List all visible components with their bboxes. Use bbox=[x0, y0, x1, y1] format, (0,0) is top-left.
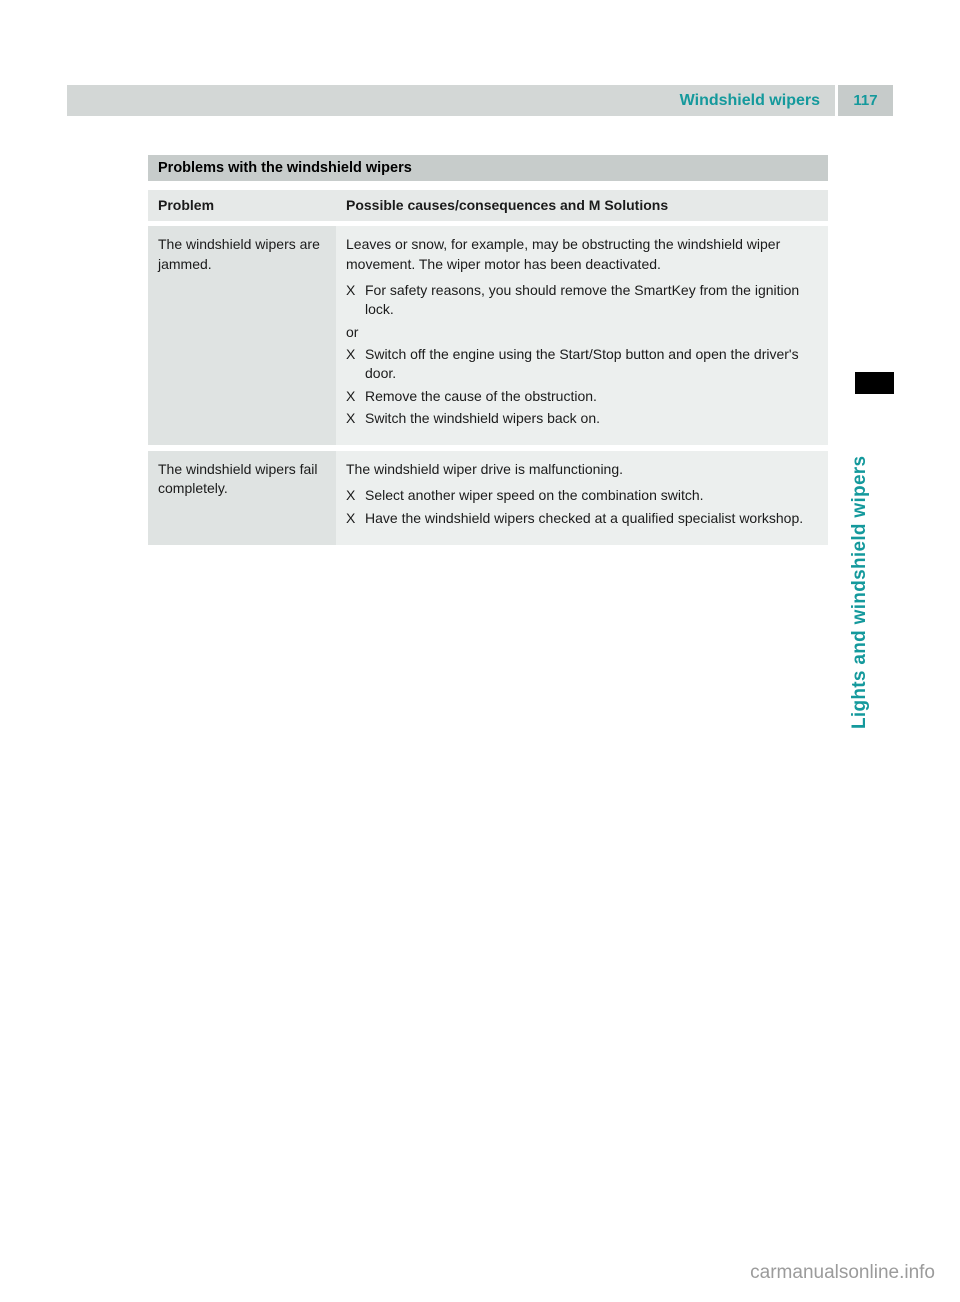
cause-text: Leaves or snow, for example, may be obstructing the windshield wiper movement. The wiper motor has been deactivated. bbox=[346, 236, 781, 272]
problem-cell: The windshield wipers are jammed. bbox=[148, 226, 336, 445]
solution-step bbox=[346, 409, 814, 428]
page-header-bar bbox=[67, 85, 835, 116]
table-row bbox=[148, 226, 828, 445]
chapter-tab-marker bbox=[855, 372, 894, 394]
solution-step bbox=[346, 281, 814, 320]
solution-cell bbox=[336, 451, 828, 545]
step-text: Remove the cause of the obstruction. bbox=[365, 387, 597, 404]
step-text: Switch off the engine using the Start/Stop button and open the driver's door. bbox=[365, 345, 799, 382]
step-text: Select another wiper speed on the combination switch. bbox=[365, 487, 704, 504]
chapter-sidebar-label: Lights and windshield wipers bbox=[849, 455, 870, 730]
table-title: Problems with the windshield wipers bbox=[148, 155, 828, 181]
step-text: Have the windshield wipers checked at a qualified specialist workshop. bbox=[365, 509, 804, 526]
solution-cell bbox=[336, 226, 828, 445]
solutions-arrow-icon: M bbox=[588, 197, 601, 213]
column-header-problem: Problem bbox=[148, 190, 336, 221]
step-arrow-icon: X bbox=[346, 387, 356, 404]
step-text: For safety reasons, you should remove the SmartKey from the ignition lock. bbox=[365, 281, 800, 318]
solution-step bbox=[346, 509, 814, 528]
table-header-row bbox=[148, 190, 828, 221]
step-arrow-icon: X bbox=[346, 487, 356, 504]
table-rows bbox=[148, 226, 828, 545]
step-arrow-icon: X bbox=[346, 409, 356, 426]
cause-text: The windshield wiper drive is malfunctioning. bbox=[346, 461, 624, 478]
table-row bbox=[148, 451, 828, 545]
step-text: Switch the windshield wipers back on. bbox=[365, 409, 601, 426]
solution-step bbox=[346, 345, 814, 384]
causes-header-text: Possible causes/consequences and bbox=[346, 197, 585, 213]
problem-cell: The windshield wipers fail completely. bbox=[148, 451, 336, 545]
step-arrow-icon: X bbox=[346, 509, 356, 526]
watermark: carmanualsonline.info bbox=[750, 1262, 935, 1283]
solutions-header-text: Solutions bbox=[604, 197, 669, 213]
connector-text: or bbox=[346, 323, 359, 340]
column-header-causes bbox=[336, 190, 828, 221]
chapter-title: Windshield wipers bbox=[679, 91, 820, 109]
page-number: 117 bbox=[853, 92, 878, 109]
problems-table bbox=[148, 155, 828, 551]
step-arrow-icon: X bbox=[346, 345, 356, 362]
solution-step bbox=[346, 486, 814, 505]
solution-step bbox=[346, 387, 814, 406]
page-number-box bbox=[838, 85, 893, 116]
step-arrow-icon: X bbox=[346, 281, 356, 298]
